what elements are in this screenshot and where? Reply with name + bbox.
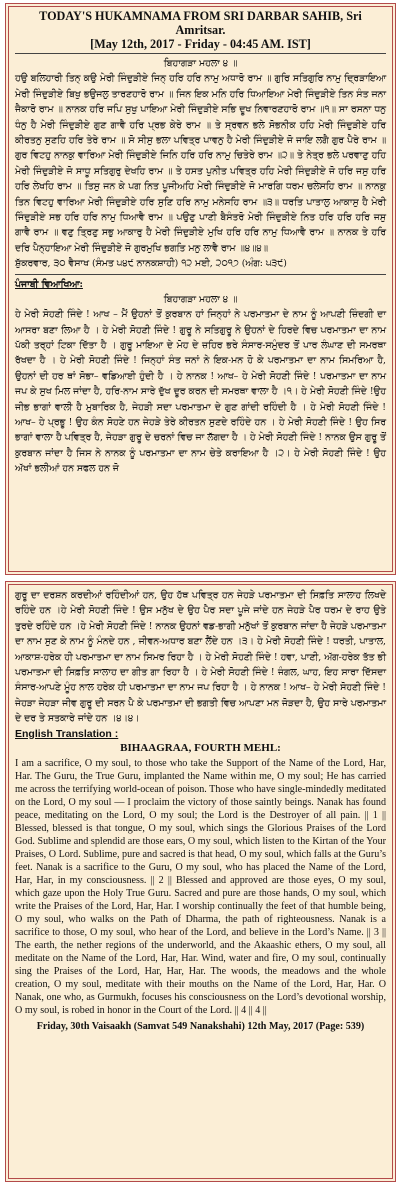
page-title: TODAY'S HUKAMNAMA FROM SRI DARBAR SAHIB, Sri Amritsar.: [39, 9, 362, 37]
divider: [15, 53, 386, 54]
gurbani-date-line: ਸ਼ੁੱਕਰਵਾਰ, ੩੦ ਵੈਸਾਖ (ਸੰਮਤ ੫੪੯ ਨਾਨਕਸ਼ਾਹੀ) ੧੨ ਮਈ, ੨੦੧੭ (ਅੰਗ: ੫੩੯): [15, 258, 287, 270]
english-title: BIHAAGRAA, FOURTH MEHL:: [120, 741, 281, 754]
english-date-footer: Friday, 30th Vaisaakh (Samvat 549 Nanakshahi) 12th May, 2017 (Page: 539): [36, 1020, 365, 1032]
gurbani-text: ਹਉ ਬਲਿਹਾਰੀ ਤਿਨ੍ ਕਉ ਮੇਰੀ ਜਿੰਦੁੜੀਏ ਜਿਨ੍ ਹਰਿ ਹਰਿ ਨਾਮੁ ਅਧਾਰੋ ਰਾਮ ॥ ਗੁਰਿ ਸਤਿਗੁਰਿ ਨਾਮੁ ਦ੍ਰਿੜਾਇਆ ਮੇਰੀ ਜਿੰਦੁੜੀਏ ਬਿਖੁ ਭਉਜਲੁ ਤਾਰਣਹਾਰੋ ਰਾਮ ॥ ਜਿਨ ਇਕ ਮਨਿ ਹਰਿ ਧਿਆਇਆ ਮੇਰੀ ਜਿੰਦੁੜੀਏ ਤਿਨ ਸੰਤ ਜਨਾ ਜੈਕਾਰੋ ਰਾਮ ॥ ਨਾਨਕ ਹਰਿ ਜਪਿ ਸੁਖੁ ਪਾਇਆ ਮੇਰੀ ਜਿੰਦੁੜੀਏ ਸਭਿ ਦੂਖ ਨਿਵਾਰਣਹਾਰੋ ਰਾਮ ॥੧॥ ਸਾ ਰਸਨਾ ਧਨੁ ਧੰਨੁ ਹੈ ਮੇਰੀ ਜਿੰਦੁੜੀਏ ਗੁਣ ਗਾਵੈ ਹਰਿ ਪ੍ਰਭ ਕੇਰੇ ਰਾਮ ॥ ਤੇ ਸ੍ਰਵਨ ਭਲੇ ਸੋਭਨੀਕ ਹਹਿ ਮੇਰੀ ਜਿੰਦੁੜੀਏ ਹਰਿ ਕੀਰਤਨੁ ਸੁਣਹਿ ਹਰਿ ਤੇਰੇ ਰਾਮ ॥ ਸੋ ਸੀਸੁ ਭਲਾ ਪਵਿਤ੍ਰ ਪਾਵਨੁ ਹੈ ਮੇਰੀ ਜਿੰਦੁੜੀਏ ਜੋ ਜਾਇ ਲਗੈ ਗੁਰ ਪੈਰੇ ਰਾਮ ॥ ਗੁਰ ਵਿਟਹੁ ਨਾਨਕੁ ਵਾਰਿਆ ਮੇਰੀ ਜਿੰਦੁੜੀਏ ਜਿਨਿ ਹਰਿ ਹਰਿ ਨਾਮੁ ਚਿਤੇਰੇ ਰਾਮ ॥੨॥ ਤੇ ਨੇਤ੍ਰ ਭਲੇ ਪਰਵਾਣੁ ਹਹਿ ਮੇਰੀ ਜਿੰਦੁੜੀਏ ਜੋ ਸਾਧੂ ਸਤਿਗੁਰੁ ਦੇਖਹਿ ਰਾਮ ॥ ਤੇ ਹਸਤ ਪੁਨੀਤ ਪਵਿਤ੍ਰ ਹਹਿ ਮੇਰੀ ਜਿੰਦੁੜੀਏ ਜੋ ਹਰਿ ਜਸੁ ਹਰਿ ਹਰਿ ਲੇਖਹਿ ਰਾਮ ॥ ਤਿਸੁ ਜਨ ਕੇ ਪਗ ਨਿਤ ਪੂਜੀਅਹਿ ਮੇਰੀ ਜਿੰਦੁੜੀਏ ਜੋ ਮਾਰਗਿ ਧਰਮ ਚਲੇਸਹਿ ਰਾਮ ॥ ਨਾਨਕੁ ਤਿਨ ਵਿਟਹੁ ਵਾਰਿਆ ਮੇਰੀ ਜਿੰਦੁੜੀਏ ਹਰਿ ਸੁਣਿ ਹਰਿ ਨਾਮੁ ਮਨੇਸਹਿ ਰਾਮ ॥੩॥ ਧਰਤਿ ਪਾਤਾਲੁ ਆਕਾਸੁ ਹੈ ਮੇਰੀ ਜਿੰਦੁੜੀਏ ਸਭ ਹਰਿ ਹਰਿ ਨਾਮੁ ਧਿਆਵੈ ਰਾਮ ॥ ਪਉਣੁ ਪਾਣੀ ਬੈਸੰਤਰੋ ਮੇਰੀ ਜਿੰਦੁੜੀਏ ਨਿਤ ਹਰਿ ਹਰਿ ਹਰਿ ਜਸੁ ਗਾਵੈ ਰਾਮ ॥ ਵਣੁ ਤ੍ਰਿਣੁ ਸਭੁ ਆਕਾਰੁ ਹੈ ਮੇਰੀ ਜਿੰਦੁੜੀਏ ਮੁਖਿ ਹਰਿ ਹਰਿ ਨਾਮੁ ਧਿਆਵੈ ਰਾਮ ॥ ਨਾਨਕ ਤੇ ਹਰਿ ਦਰਿ ਪੈਨ੍ਹਾਇਆ ਮੇਰੀ ਜਿੰਦੁੜੀਏ ਜੋ ਗੁਰਮੁਖਿ ਭਗਤਿ ਮਨੁ ਲਾਵੈ ਰਾਮ ॥੪॥੪॥: [15, 73, 386, 254]
hukamnama-gurbani-panel: [5, 3, 396, 575]
hukamnama-translation-panel: [5, 581, 396, 1182]
punjabi-explanation-text: ਹੇ ਮੇਰੀ ਸੋਹਣੀ ਜਿੰਦੇ ! ਆਖ – ਮੈਂ ਉਹਨਾਂ ਤੋਂ ਕੁਰਬਾਨ ਹਾਂ ਜਿਨ੍ਹਾਂ ਨੇ ਪਰਮਾਤਮਾ ਦੇ ਨਾਮ ਨੂੰ ਆਪਣੀ ਜ਼ਿੰਦਗੀ ਦਾ ਆਸਰਾ ਬਣਾ ਲਿਆ ਹੈ । ਹੇ ਮੇਰੀ ਸੋਹਣੀ ਜਿੰਦੇ ! ਗੁਰੂ ਨੇ ਸਤਿਗੁਰੂ ਨੇ ਉਹਨਾਂ ਦੇ ਹਿਰਦੇ ਵਿਚ ਪਰਮਾਤਮਾ ਦਾ ਨਾਮ ਪੱਕੀ ਤਰ੍ਹਾਂ ਟਿਕਾ ਦਿੱਤਾ ਹੈ । ਗੁਰੂ ਮਾਇਆ ਦੇ ਮੋਹ ਦੇ ਜ਼ਹਿਰ ਭਰੇ ਸੰਸਾਰ-ਸਮੁੰਦਰ ਤੋਂ ਪਾਰ ਲੰਘਾਣ ਦੀ ਸਮਰਥਾ ਰੱਖਦਾ ਹੈ । ਹੇ ਮੇਰੀ ਸੋਹਣੀ ਜਿੰਦੇ ! ਜਿਨ੍ਹਾਂ ਸੰਤ ਜਨਾਂ ਨੇ ਇਕ-ਮਨ ਹੋ ਕੇ ਪਰਮਾਤਮਾ ਦਾ ਨਾਮ ਸਿਮਰਿਆ ਹੈ, ਉਹਨਾਂ ਦੀ ਹਰ ਥਾਂ ਸੋਭਾ– ਵਡਿਆਈ ਹੁੰਦੀ ਹੈ । ਹੇ ਨਾਨਕ ! ਆਖ– ਹੇ ਮੇਰੀ ਸੋਹਣੀ ਜਿੰਦੇ ! ਪਰਮਾਤਮਾ ਦਾ ਨਾਮ ਜਪ ਕੇ ਸੁਖ ਮਿਲ ਜਾਂਦਾ ਹੈ, ਹਰਿ-ਨਾਮ ਸਾਰੇ ਦੁੱਖ ਦੂਰ ਕਰਨ ਦੀ ਸਮਰਥਾ ਵਾਲਾ ਹੈ ।੧। ਹੇ ਮੇਰੀ ਸੋਹਣੀ ਜਿੰਦੇ !ਉਹ ਜੀਭ ਭਾਗਾਂ ਵਾਲੀ ਹੈ ਮੁਬਾਰਿਕ ਹੈ, ਜੇਹੜੀ ਸਦਾ ਪਰਮਾਤਮਾ ਦੇ ਗੁਣ ਗਾਂਦੀ ਰਹਿੰਦੀ ਹੈ । ਹੇ ਮੇਰੀ ਸੋਹਣੀ ਜਿੰਦੇ ! ਆਖ– ਹੇ ਪ੍ਰਭੂ ! ਉਹ ਕੰਨ ਸੋਹਣੇ ਹਨ ਜੇਹੜੇ ਤੇਰੇ ਕੀਰਤਨ ਸੁਣਦੇ ਰਹਿੰਦੇ ਹਨ । ਹੇ ਮੇਰੀ ਸੋਹਣੀ ਜਿੰਦੇ ! ਉਹ ਸਿਰ ਭਾਗਾਂ ਵਾਲਾ ਹੈ ਪਵਿਤ੍ਰ ਹੈ, ਜੇਹੜਾ ਗੁਰੂ ਦੇ ਚਰਨਾਂ ਵਿਚ ਜਾ ਲੱਗਦਾ ਹੈ । ਹੇ ਮੇਰੀ ਸੋਹਣੀ ਜਿੰਦੇ ! ਨਾਨਕ ਉਸ ਗੁਰੂ ਤੋਂ ਕੁਰਬਾਨ ਜਾਂਦਾ ਹੈ ਜਿਸ ਨੇ ਨਾਨਕ ਨੂੰ ਪਰਮਾਤਮਾ ਦਾ ਨਾਮ ਚੇਤੇ ਕਰਾਇਆ ਹੈ ।੨। ਹੇ ਮੇਰੀ ਸੋਹਣੀ ਜਿੰਦੇ ! ਉਹ ਅੱਖਾਂ ਭਲੀਆਂ ਹਨ ਸਫਲ ਹਨ ਜੋ: [15, 309, 386, 475]
raag-heading: ਬਿਹਾਗੜਾ ਮਹਲਾ ੪ ॥: [163, 58, 238, 69]
divider: [15, 274, 386, 275]
explanation-raag-heading: ਬਿਹਾਗੜਾ ਮਹਲਾ ੪ ॥: [163, 293, 238, 305]
english-translation-label: English Translation :: [15, 727, 119, 740]
punjabi-explanation-continued: ਗੁਰੂ ਦਾ ਦਰਸ਼ਨ ਕਰਦੀਆਂ ਰਹਿੰਦੀਆਂ ਹਨ, ਉਹ ਹੱਥ ਪਵਿਤ੍ਰ ਹਨ ਜੇਹੜੇ ਪਰਮਾਤਮਾ ਦੀ ਸਿਫ਼ਤਿ ਸਾਲਾਹ ਲਿਖਦੇ ਰਹਿੰਦੇ ਹਨ ।ਹੇ ਮੇਰੀ ਸੋਹਣੀ ਜਿੰਦੇ ! ਉਸ ਮਨੁੱਖ ਦੇ ਉਹ ਪੈਰ ਸਦਾ ਪੂਜੇ ਜਾਂਦੇ ਹਨ ਜੇਹੜੇ ਪੈਰ ਧਰਮ ਦੇ ਰਾਹ ਉਤੇ ਤੁਰਦੇ ਰਹਿੰਦੇ ਹਨ ।ਹੇ ਮੇਰੀ ਸੋਹਣੀ ਜਿੰਦੇ ! ਨਾਨਕ ਉਹਨਾਂ ਵਡ-ਭਾਗੀ ਮਨੁੱਖਾਂ ਤੋਂ ਕੁਰਬਾਨ ਜਾਂਦਾ ਹੈ ਜੇਹੜੇ ਪਰਮਾਤਮਾ ਦਾ ਨਾਮ ਸੁਣ ਕੇ ਨਾਮ ਨੂੰ ਮੰਨਦੇ ਹਨ , ਜੀਵਨ-ਅਧਾਰ ਬਣਾ ਲੈਂਦੇ ਹਨ ।੩। ਹੇ ਮੇਰੀ ਸੋਹਣੀ ਜਿੰਦੇ ! ਧਰਤੀ, ਪਾਤਾਲ, ਆਕਾਸ਼-ਹਰੇਕ ਹੀ ਪਰਮਾਤਮਾ ਦਾ ਨਾਮ ਸਿਮਰ ਰਿਹਾ ਹੈ । ਹੇ ਮੇਰੀ ਸੋਹਣੀ ਜਿੰਦੇ ! ਹਵਾ, ਪਾਣੀ, ਅੱਗ-ਹਰੇਕ ਤੱਤ ਭੀ ਪਰਮਾਤਮਾ ਦੀ ਸਿਫ਼ਤਿ ਸਾਲਾਹ ਦਾ ਗੀਤ ਗਾ ਰਿਹਾ ਹੈ । ਹੇ ਮੇਰੀ ਸੋਹਣੀ ਜਿੰਦੇ ! ਜੰਗਲ, ਘਾਹ, ਇਹ ਸਾਰਾ ਦਿੱਸਦਾ ਸੰਸਾਰ-ਆਪਣੇ ਮੂੰਹ ਨਾਲ ਹਰੇਕ ਹੀ ਪਰਮਾਤਮਾ ਦਾ ਨਾਮ ਜਪ ਰਿਹਾ ਹੈ । ਹੇ ਨਾਨਕ ! ਆਖ– ਹੇ ਮੇਰੀ ਸੋਹਣੀ ਜਿੰਦੇ ! ਜੇਹੜਾ ਜੇਹੜਾ ਜੀਵ ਗੁਰੂ ਦੀ ਸਰਨ ਪੈ ਕੇ ਪਰਮਾਤਮਾ ਦੀ ਭਗਤੀ ਵਿਚ ਆਪਣਾ ਮਨ ਜੋੜਦਾ ਹੈ, ਉਹ ਸਾਰੇ ਪਰਮਾਤਮਾ ਦੇ ਦਰ ਤੇ ਸਤਕਾਰੇ ਜਾਂਦੇ ਹਨ ।੪।੪।: [15, 590, 386, 725]
english-translation-text: I am a sacrifice, O my soul, to those who take the Support of the Name of the Lord, Har, Har. The Guru, the True Guru, implanted the Name within me, O my soul; He has carried me across the terrifying world-ocean of poison. Those who have single-mindedly meditated on the Lord, O my soul — I proclaim the victory of those saintly beings. Nanak has found peace, meditating on the Lord, O my soul; the Lord is the Destroyer of all pain. || 1 || Blessed, blessed is that tongue, O my soul, which sings the Glorious Praises of the Lord God. Sublime and splendid are those ears, O my soul, which listen to the Kirtan of the Your Praises, O Lord. Sublime, pure and sacred is that head, O my soul, which falls at the Guru’s feet. Nanak is a sacrifice to the Guru, O my soul, who has placed the Name of the Lord, Har, Har, in my consciousness. || 2 || Blessed and approved are those eyes, O my soul, which gaze upon the Holy True Guru. Sacred and pure are those hands, O my soul, which write the Praises of the Lord, Har, Har. I worship continually the feet of that humble being, O my soul, who walks on the Path of Dharma, the path of righteousness. Nanak is a sacrifice to those, O my soul, who hear of the Lord, and believe in the Lord’s Name. || 3 || The earth, the nether regions of the underworld, and the Akaashic ethers, O my soul, all meditate on the Name of the Lord, Har, Har. Wind, water and fire, O my soul, continually sing the Praises of the Lord, Har, Har, Har. The woods, the meadows and the whole creation, O my soul, meditate with their mouths on the Name of the Lord, Har, Har. O Nanak, one who, as Gurmukh, focuses his consciousness on the Lord’s devotional worship, O my soul, is robed in honor in the Court of the Lord. || 4 || 4 ||: [15, 757, 386, 1016]
punjabi-explanation-label: ਪੰਜਾਬੀ ਵਿਆਖਿਆ:: [15, 278, 83, 290]
date-time-line: [May 12th, 2017 - Friday - 04:45 AM. IST]: [90, 37, 311, 51]
